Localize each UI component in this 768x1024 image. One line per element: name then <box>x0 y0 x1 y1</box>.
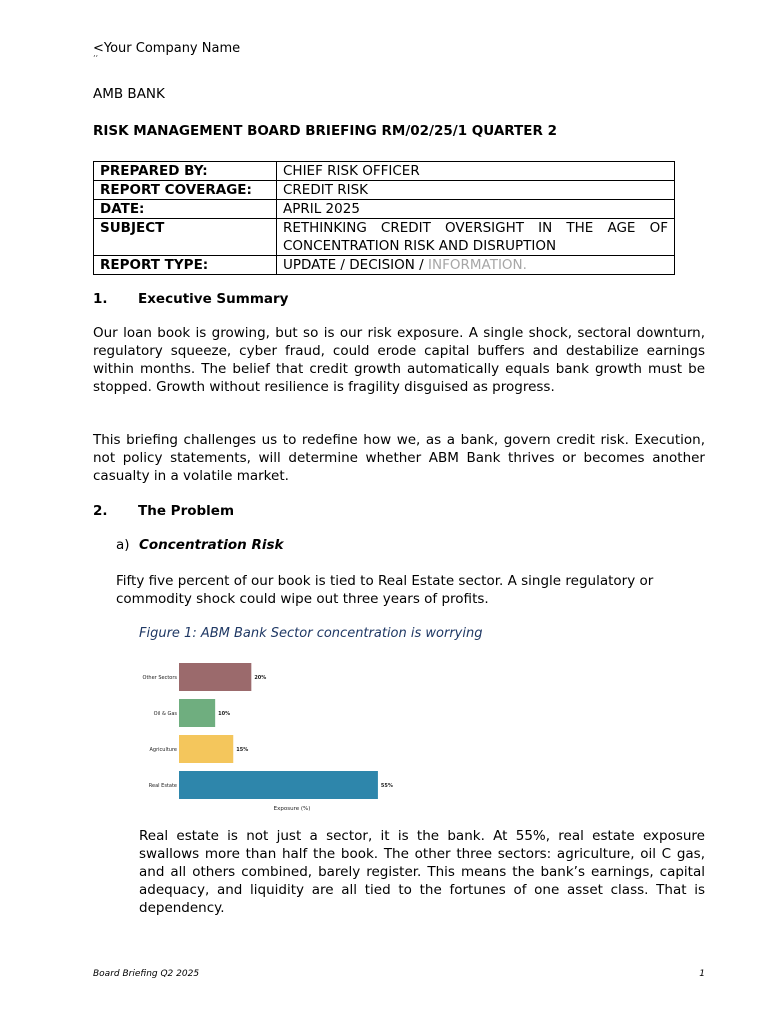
sector-concentration-chart <box>139 656 393 820</box>
tick-label-oil-gas: Oil & Gas <box>153 711 177 717</box>
table-row <box>94 256 675 275</box>
bar-real-estate <box>179 771 378 799</box>
tick-label-agriculture: Agriculture <box>149 747 177 753</box>
subsection-a-label: a) <box>116 537 130 553</box>
bar-agriculture <box>179 735 233 763</box>
figure-caption: Figure 1: ABM Bank Sector concentration is worrying <box>139 626 483 641</box>
section-2-heading <box>93 502 234 520</box>
report-info-table <box>93 161 675 275</box>
executive-summary-paragraph-2: This briefing challenges us to redefine how we, as a bank, govern credit risk. Execution, not policy statements, will determine whether ABM Bank thrives or becomes another casualty in a volatile market. <box>93 432 705 484</box>
date-value: APRIL 2025 <box>277 200 675 219</box>
x-axis-label: Exposure (%) <box>273 806 311 812</box>
bank-name: AMB BANK <box>93 86 165 102</box>
section-2-number: 2. <box>93 503 108 519</box>
chart-svg <box>139 656 393 816</box>
bar-other-sectors <box>179 663 251 691</box>
prepared-by-label: PREPARED BY: <box>94 162 277 181</box>
report-coverage-label: REPORT COVERAGE: <box>94 181 277 200</box>
tick-label-real-estate: Real Estate <box>148 783 177 789</box>
subject-label: SUBJECT <box>94 219 277 256</box>
concentration-analysis-paragraph: Real estate is not just a sector, it is the bank. At 55%, real estate exposure swallows more than half the book. The other three sectors: agriculture, oil C gas, and all others combined, barely register. This means the bank’s earnings, capital adequacy, and liquidity are all tied to the fortunes of one asset class. That is dependency. <box>139 828 705 916</box>
section-1-heading <box>93 290 288 308</box>
prepared-by-value: CHIEF RISK OFFICER <box>277 162 675 181</box>
data-label-other-sectors: 20% <box>254 675 267 681</box>
section-1-number: 1. <box>93 291 108 307</box>
table-row <box>94 219 675 256</box>
page-number: 1 <box>699 969 705 979</box>
report-coverage-value: CREDIT RISK <box>277 181 675 200</box>
table-row <box>94 200 675 219</box>
data-label-real-estate: 55% <box>380 783 393 789</box>
section-2-title: The Problem <box>138 503 235 519</box>
bar-oil-gas <box>179 699 215 727</box>
company-name-placeholder-cont: ʼʼ <box>93 54 99 63</box>
tick-label-other-sectors: Other Sectors <box>142 675 177 681</box>
concentration-risk-paragraph: Fifty five percent of our book is tied to Real Estate sector. A single regulatory or commodity shock could wipe out three years of profits. <box>116 573 654 607</box>
date-label: DATE: <box>94 200 277 219</box>
report-title: RISK MANAGEMENT BOARD BRIEFING RM/02/25/1 QUARTER 2 <box>93 123 557 139</box>
report-type-options: UPDATE / DECISION / <box>283 257 429 273</box>
table-row <box>94 162 675 181</box>
subject-value: RETHINKING CREDIT OVERSIGHT IN THE AGE OF CONCENTRATION RISK AND DISRUPTION <box>277 219 675 256</box>
section-1-title: Executive Summary <box>138 291 289 307</box>
subsection-a-heading <box>116 536 284 554</box>
data-label-agriculture: 15% <box>236 747 249 753</box>
data-label-oil-gas: 10% <box>218 711 231 717</box>
report-type-muted-option: INFORMATION. <box>428 257 527 273</box>
report-type-value <box>277 256 675 275</box>
company-name-placeholder: <Your Company Name <box>93 41 241 56</box>
subsection-a-title: Concentration Risk <box>139 537 284 553</box>
executive-summary-paragraph-1: Our loan book is growing, but so is our risk exposure. A single shock, sectoral downturn, regulatory squeeze, cyber fraud, could erode capital buffers and destabilize earnings within months. The belief that credit growth automatically equals bank growth must be stopped. Growth without resilience is fragility disguised as progress. <box>93 325 705 395</box>
footer-text: Board Briefing Q2 2025 <box>93 969 200 979</box>
table-row <box>94 181 675 200</box>
report-type-label: REPORT TYPE: <box>94 256 277 275</box>
